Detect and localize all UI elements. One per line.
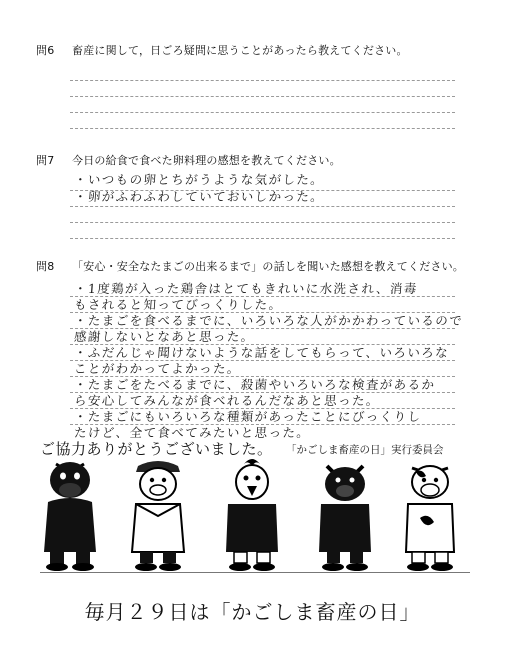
mascot-illustration [40, 458, 470, 578]
q8-answer-line-5: ・ふだんじゃ聞けないような話をしてもらって、いろいろな [73, 345, 450, 360]
answer-line [70, 238, 455, 239]
question-7-number: 問7 [36, 154, 55, 167]
q8-answer-line-10: たけど、全て食べてみたいと思った。 [73, 425, 311, 440]
thanks-message: ご協力ありがとうございました。 [40, 440, 273, 458]
answer-line [70, 222, 455, 223]
answer-line [70, 96, 455, 97]
question-8-number: 問8 [36, 260, 55, 273]
ground-line [40, 572, 470, 573]
footer-slogan: 毎月２９日は「かごしま畜産の日」 [84, 600, 421, 624]
question-6-number: 問6 [36, 44, 55, 57]
question-8-text: 「安心・安全なたまごの出来るまで」の話しを聞いた感想を教えてください。 [72, 260, 464, 273]
chicken-mascot [226, 459, 278, 571]
q8-answer-line-8: ら安心してみんなが食べれるんだなあと思った。 [73, 393, 381, 408]
q8-answer-line-4: 感謝しないとなあと思った。 [73, 329, 256, 344]
question-6 [36, 44, 408, 58]
q8-answer-line-3: ・たまごを食べるまでに、いろいろな人がかかわっているので [73, 313, 464, 328]
question-7-text: 今日の給食で食べた卵料理の感想を教えてください。 [72, 154, 341, 167]
question-6-text: 畜産に関して，日ごろ疑問に思うことがあったら教えてください。 [72, 44, 408, 57]
black-pig-mascot [319, 466, 371, 571]
q7-answer-line-2: ・卵がふわふわしていておいしかった。 [73, 189, 325, 204]
q8-answer-line-6: ことがわかってよかった。 [73, 361, 242, 376]
question-7 [36, 154, 341, 168]
pig-mascot [132, 461, 184, 571]
q8-answer-line-2: もされると知ってびっくりした。 [73, 297, 284, 312]
answer-line [70, 206, 455, 207]
q8-answer-line-7: ・たまごをたべるまでに、殺菌やいろいろな検査があるか [73, 377, 436, 392]
q7-answer-line-1: ・いつもの卵とちがうような気がした。 [73, 172, 325, 187]
q8-answer-line-1: ・1度鶏が入った鶏舎はとてもきれいに水洗され、消毒 [73, 281, 419, 296]
black-cow-mascot [44, 462, 96, 571]
answer-line [70, 128, 455, 129]
question-8 [36, 260, 464, 274]
answer-line [70, 80, 455, 81]
committee-name: 「かごしま畜産の日」実行委員会 [286, 444, 444, 456]
dairy-cow-mascot [406, 466, 454, 571]
answer-line [70, 112, 455, 113]
q8-answer-line-9: ・たまごにもいろいろな種類があったことにびっくりし [73, 409, 422, 424]
